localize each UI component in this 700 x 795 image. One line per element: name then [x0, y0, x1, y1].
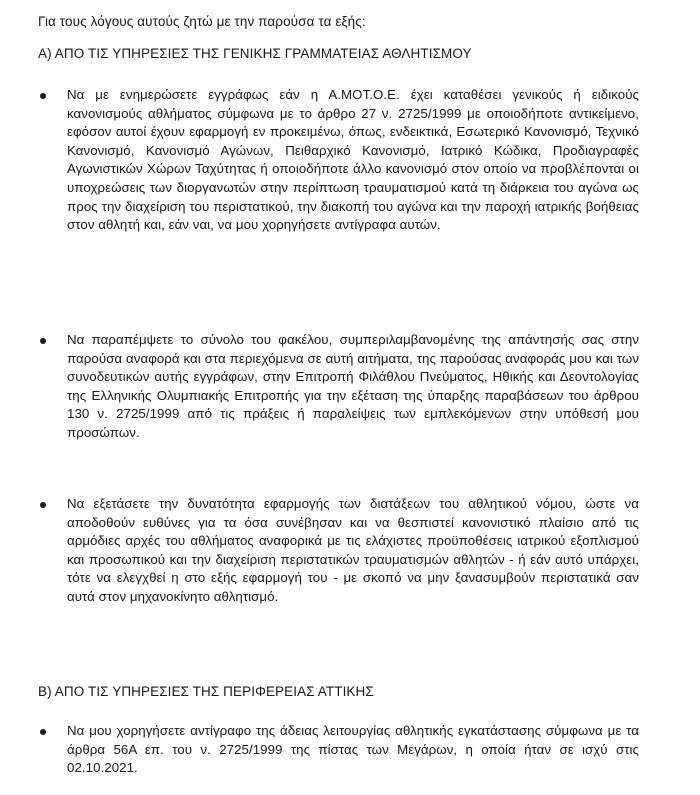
list-item-text: Να παραπέμψετε το σύνολο του φακέλου, συμπεριλαμβανομένης της απάντησής σας στην παρούσα αναφορά και στα περιεχόμενα σε αυτή αιτήματα, της παρούσας αναφοράς μου και των συνοδευτικών αυτής εγγράφων, στην Επιτροπή Φιλάθλου Πνεύματος, Ηθικής και Δεοντολογίας της Ελληνικής Ολυμπιακής Επιτροπής για την εξέταση της ύπαρξης παραβάσεων του άρθρου 130 ν. 2725/1999 από τις πράξεις ή παραλείψεις των εμπλεκόμενων στην υπόθεσή μου προσώπων.: [67, 332, 639, 440]
list-item: [40, 86, 640, 235]
list-item-text: Να εξετάσετε την δυνατότητα εφαρμογής των διατάξεων του αθλητικού νόμου, ώστε να αποδοθούν ευθύνες για τα όσα συνέβησαν και να θεσπιστεί κανονιστικό πλαίσιο από τις αρμόδιες αρχές του αθλήματος αναφορικά με τις ελάχιστες προϋποθέσεις ιατρικού εξοπλισμού και προσωπικού και την διαχείριση περιστατικών τραυματισμών αθλητών - ή εάν αυτό υπάρχει, τότε να ελεγχθεί η στο εξής εφαρμογή του - με σκοπό να μην ξανασυμβούν περιστατικά σαν αυτά στον μηχανοκίνητο αθλητισμό.: [67, 496, 639, 604]
list-item: [40, 331, 640, 443]
section-b-title: Β) ΑΠΟ ΤΙΣ ΥΠΗΡΕΣΙΕΣ ΤΗΣ ΠΕΡΙΦΕΡΕΙΑΣ ΑΤΤΙΚΗΣ: [38, 684, 374, 699]
bullet-icon: [40, 729, 46, 735]
list-item: [40, 722, 640, 778]
list-item-text: Να μου χορηγήσετε αντίγραφο της άδειας λειτουργίας αθλητικής εγκατάστασης σύμφωνα με τα άρθρα 56Α επ. του ν. 2725/1999 της πίστας των Μεγάρων, η οποία ήταν σε ισχύ στις 02.10.2021.: [67, 723, 639, 776]
bullet-icon: [40, 502, 46, 508]
list-item: [40, 495, 640, 607]
intro-text: Για τους λόγους αυτούς ζητώ με την παρούσα τα εξής:: [38, 14, 366, 29]
list-item-text: Να με ενημερώσετε εγγράφως εάν η Α.ΜΟΤ.Ο.Ε. έχει καταθέσει γενικούς ή ειδικούς κανονισμούς αθλήματος σύμφωνα με το άρθρο 27 ν. 2725/1999 με οποιοδήποτε αντικείμενο, εφόσον αυτοί έχουν εφαρμογή εν προκειμένω, όπως, ενδεικτικά, Εσωτερικό Κανονισμό, Τεχνικό Κανονισμό, Κανονισμό Αγώνων, Πειθαρχικό Κανονισμό, Ιατρικό Κώδικα, Προδιαγραφές Αγωνιστικών Χώρων Ταχύτητας ή οποιοδήποτε άλλο κανονισμό στον οποίο να προβλέπονται οι υποχρεώσεις των διοργανωτών στην περίπτωση τραυματισμού κατά τη διάρκεια του αγώνα ως προς την διαχείριση του περιστατικού, την διακοπή του αγώνα και την παροχή ιατρικής βοήθειας στον αθλητή και, εάν ναι, να μου χορηγήσετε αντίγραφα αυτών.: [67, 87, 639, 233]
section-a-title: Α) ΑΠΟ ΤΙΣ ΥΠΗΡΕΣΙΕΣ ΤΗΣ ΓΕΝΙΚΗΣ ΓΡΑΜΜΑΤΕΙΑΣ ΑΘΛΗΤΙΣΜΟΥ: [38, 46, 472, 61]
bullet-icon: [40, 338, 46, 344]
bullet-icon: [40, 93, 46, 99]
